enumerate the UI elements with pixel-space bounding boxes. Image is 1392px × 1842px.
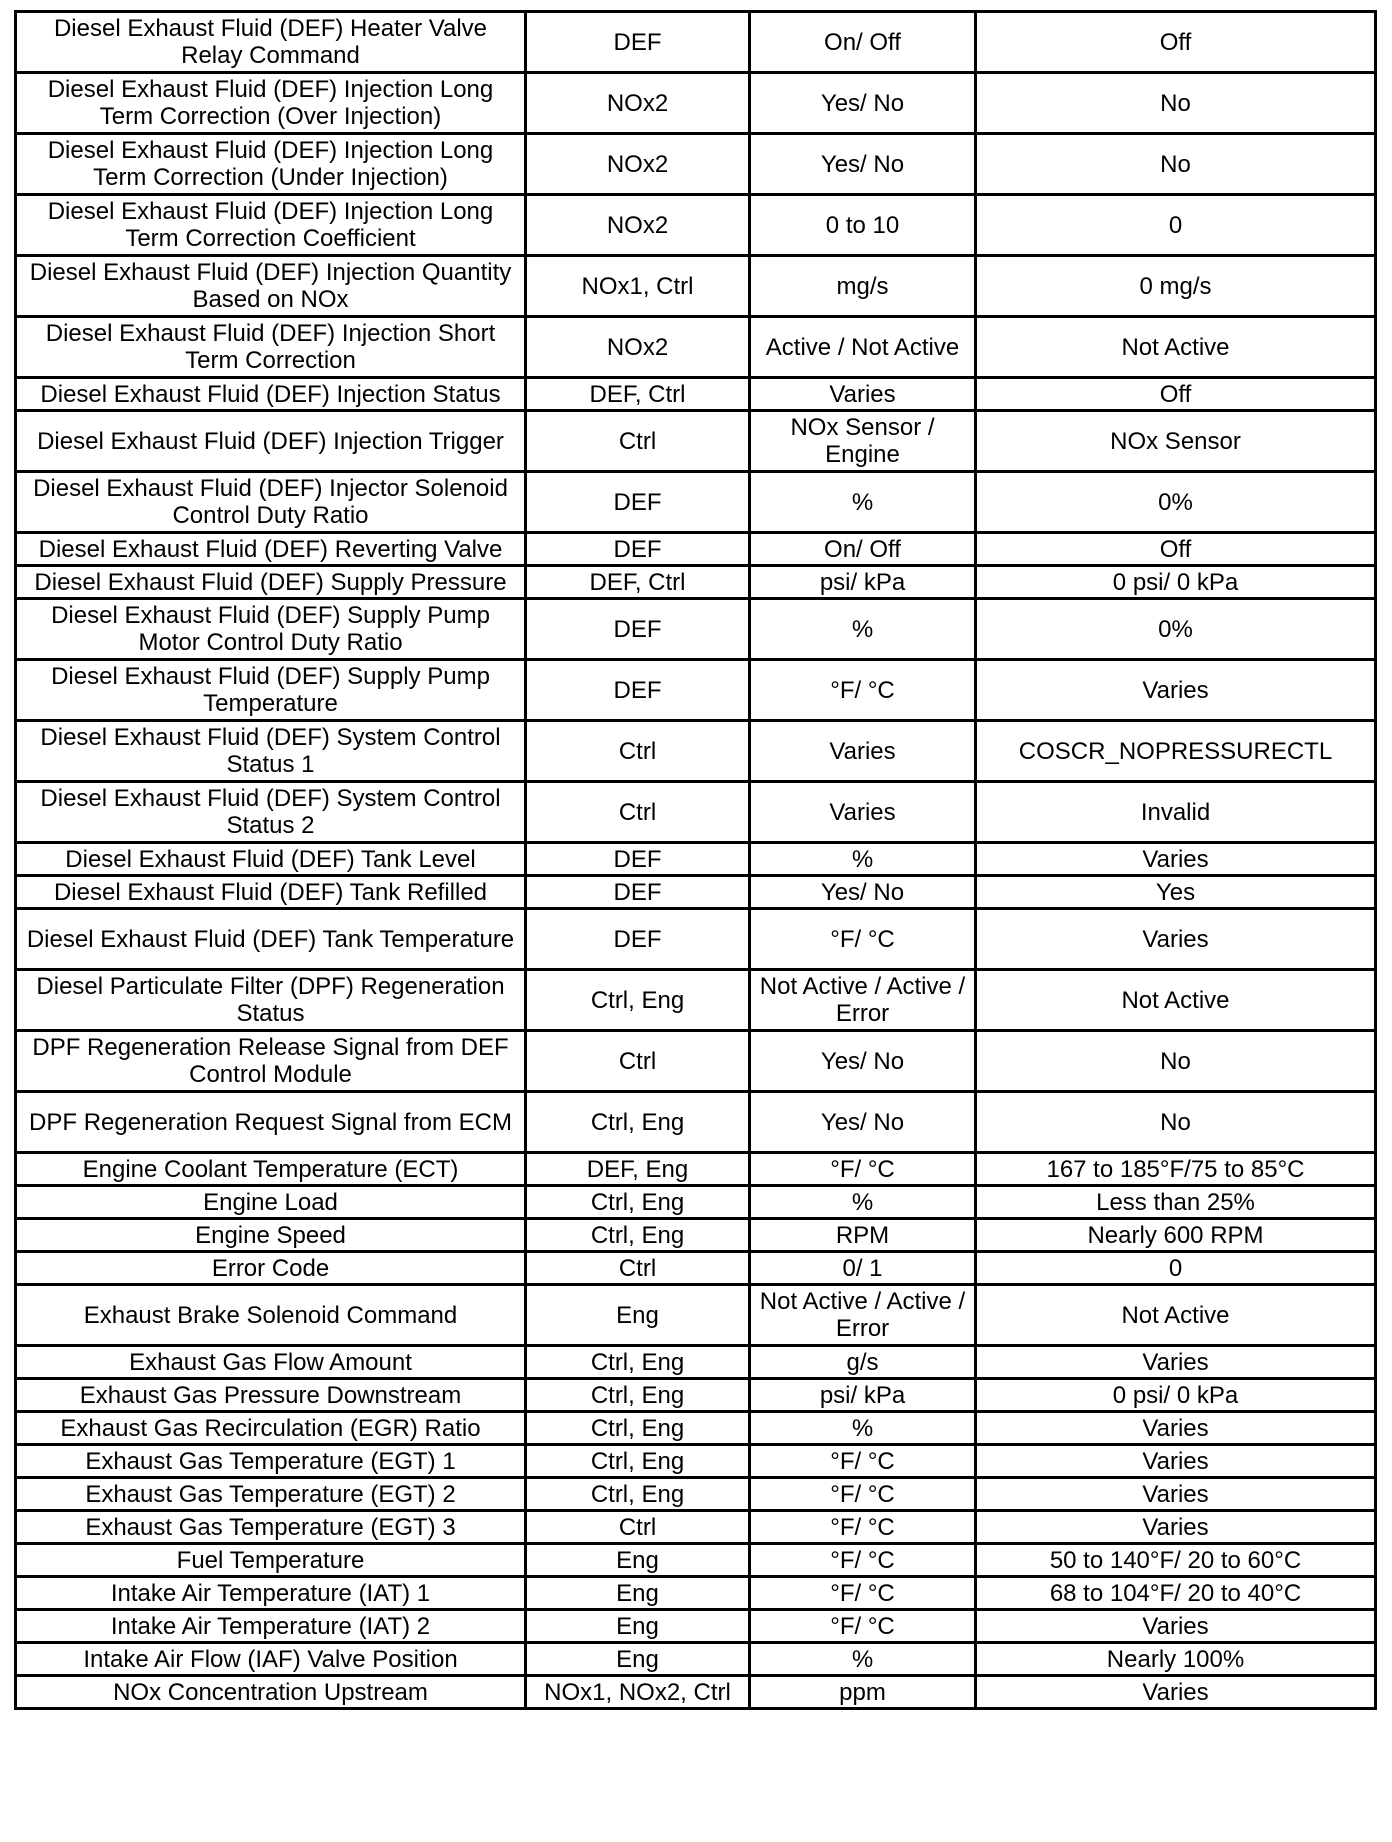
units-cell: °F/ °C: [750, 1577, 976, 1610]
table-row: [16, 12, 1376, 73]
parameter-cell: Diesel Exhaust Fluid (DEF) Injector Solenoid Control Duty Ratio: [16, 472, 526, 533]
typical-value-cell: Nearly 600 RPM: [976, 1219, 1376, 1252]
parameter-cell: Diesel Exhaust Fluid (DEF) Injection Short Term Correction: [16, 317, 526, 378]
units-cell: °F/ °C: [750, 1511, 976, 1544]
parameter-cell: Diesel Exhaust Fluid (DEF) Tank Temperature: [16, 909, 526, 970]
table-row: [16, 1092, 1376, 1153]
module-cell: Eng: [526, 1285, 750, 1346]
parameter-cell: Diesel Exhaust Fluid (DEF) Supply Pump Motor Control Duty Ratio: [16, 599, 526, 660]
typical-value-cell: No: [976, 1031, 1376, 1092]
parameter-cell: Intake Air Temperature (IAT) 2: [16, 1610, 526, 1643]
parameter-cell: Exhaust Gas Temperature (EGT) 2: [16, 1478, 526, 1511]
parameter-cell: Intake Air Temperature (IAT) 1: [16, 1577, 526, 1610]
parameter-cell: Fuel Temperature: [16, 1544, 526, 1577]
table-row: [16, 411, 1376, 472]
typical-value-cell: 68 to 104°F/ 20 to 40°C: [976, 1577, 1376, 1610]
typical-value-cell: 50 to 140°F/ 20 to 60°C: [976, 1544, 1376, 1577]
units-cell: %: [750, 1186, 976, 1219]
units-cell: °F/ °C: [750, 1610, 976, 1643]
table-body: [16, 12, 1376, 1709]
typical-value-cell: 0%: [976, 599, 1376, 660]
units-cell: ppm: [750, 1676, 976, 1709]
units-cell: °F/ °C: [750, 1445, 976, 1478]
module-cell: DEF, Ctrl: [526, 566, 750, 599]
module-cell: Ctrl, Eng: [526, 1379, 750, 1412]
table-row: [16, 1643, 1376, 1676]
typical-value-cell: Varies: [976, 1478, 1376, 1511]
table-row: [16, 970, 1376, 1031]
units-cell: Varies: [750, 721, 976, 782]
parameter-cell: Exhaust Brake Solenoid Command: [16, 1285, 526, 1346]
parameter-cell: NOx Concentration Upstream: [16, 1676, 526, 1709]
typical-value-cell: Varies: [976, 660, 1376, 721]
module-cell: DEF, Eng: [526, 1153, 750, 1186]
module-cell: DEF: [526, 12, 750, 73]
parameter-cell: Diesel Exhaust Fluid (DEF) Tank Level: [16, 843, 526, 876]
typical-value-cell: Varies: [976, 909, 1376, 970]
parameter-cell: Diesel Exhaust Fluid (DEF) Injection Long Term Correction (Over Injection): [16, 73, 526, 134]
parameter-cell: Diesel Exhaust Fluid (DEF) Tank Refilled: [16, 876, 526, 909]
module-cell: Ctrl, Eng: [526, 1219, 750, 1252]
table-row: [16, 1346, 1376, 1379]
typical-value-cell: 0 psi/ 0 kPa: [976, 1379, 1376, 1412]
table-row: [16, 1412, 1376, 1445]
units-cell: Varies: [750, 378, 976, 411]
parameter-cell: Exhaust Gas Recirculation (EGR) Ratio: [16, 1412, 526, 1445]
typical-value-cell: 0 mg/s: [976, 256, 1376, 317]
parameter-cell: Diesel Exhaust Fluid (DEF) Injection Status: [16, 378, 526, 411]
table-row: [16, 843, 1376, 876]
module-cell: NOx1, NOx2, Ctrl: [526, 1676, 750, 1709]
units-cell: mg/s: [750, 256, 976, 317]
typical-value-cell: NOx Sensor: [976, 411, 1376, 472]
typical-value-cell: 0 psi/ 0 kPa: [976, 566, 1376, 599]
units-cell: Not Active / Active / Error: [750, 1285, 976, 1346]
table-row: [16, 566, 1376, 599]
table-row: [16, 472, 1376, 533]
typical-value-cell: Varies: [976, 1610, 1376, 1643]
typical-value-cell: Off: [976, 378, 1376, 411]
module-cell: DEF: [526, 909, 750, 970]
table-row: [16, 256, 1376, 317]
typical-value-cell: No: [976, 134, 1376, 195]
module-cell: Ctrl: [526, 1031, 750, 1092]
units-cell: °F/ °C: [750, 909, 976, 970]
module-cell: Ctrl, Eng: [526, 1445, 750, 1478]
table-row: [16, 1379, 1376, 1412]
parameter-cell: Exhaust Gas Pressure Downstream: [16, 1379, 526, 1412]
typical-value-cell: Not Active: [976, 970, 1376, 1031]
typical-value-cell: 0%: [976, 472, 1376, 533]
units-cell: Yes/ No: [750, 73, 976, 134]
module-cell: NOx2: [526, 134, 750, 195]
module-cell: DEF, Ctrl: [526, 378, 750, 411]
module-cell: NOx1, Ctrl: [526, 256, 750, 317]
typical-value-cell: 0: [976, 1252, 1376, 1285]
module-cell: Ctrl: [526, 1511, 750, 1544]
parameter-cell: Engine Load: [16, 1186, 526, 1219]
typical-value-cell: COSCR_NOPRESSURECTL: [976, 721, 1376, 782]
table-row: [16, 782, 1376, 843]
module-cell: DEF: [526, 660, 750, 721]
parameter-cell: Exhaust Gas Temperature (EGT) 1: [16, 1445, 526, 1478]
units-cell: 0/ 1: [750, 1252, 976, 1285]
parameter-cell: Intake Air Flow (IAF) Valve Position: [16, 1643, 526, 1676]
parameter-cell: Diesel Exhaust Fluid (DEF) Supply Pressure: [16, 566, 526, 599]
units-cell: psi/ kPa: [750, 1379, 976, 1412]
parameter-cell: Diesel Exhaust Fluid (DEF) Injection Long Term Correction (Under Injection): [16, 134, 526, 195]
table-row: [16, 73, 1376, 134]
units-cell: %: [750, 599, 976, 660]
typical-value-cell: Off: [976, 12, 1376, 73]
units-cell: %: [750, 843, 976, 876]
typical-value-cell: Varies: [976, 1676, 1376, 1709]
units-cell: Yes/ No: [750, 1031, 976, 1092]
table-row: [16, 317, 1376, 378]
parameter-cell: Engine Speed: [16, 1219, 526, 1252]
typical-value-cell: Varies: [976, 1412, 1376, 1445]
units-cell: °F/ °C: [750, 1153, 976, 1186]
table-row: [16, 721, 1376, 782]
parameter-cell: Diesel Exhaust Fluid (DEF) Heater Valve Relay Command: [16, 12, 526, 73]
table-row: [16, 533, 1376, 566]
units-cell: °F/ °C: [750, 1478, 976, 1511]
typical-value-cell: 0: [976, 195, 1376, 256]
units-cell: %: [750, 1643, 976, 1676]
table-row: [16, 1285, 1376, 1346]
units-cell: RPM: [750, 1219, 976, 1252]
module-cell: Ctrl: [526, 721, 750, 782]
module-cell: Ctrl, Eng: [526, 1478, 750, 1511]
module-cell: DEF: [526, 533, 750, 566]
parameter-cell: DPF Regeneration Request Signal from ECM: [16, 1092, 526, 1153]
typical-value-cell: Varies: [976, 1511, 1376, 1544]
module-cell: NOx2: [526, 317, 750, 378]
table-row: [16, 599, 1376, 660]
typical-value-cell: No: [976, 73, 1376, 134]
table-row: [16, 1544, 1376, 1577]
parameter-cell: Engine Coolant Temperature (ECT): [16, 1153, 526, 1186]
parameter-cell: Diesel Exhaust Fluid (DEF) Reverting Valve: [16, 533, 526, 566]
units-cell: Yes/ No: [750, 1092, 976, 1153]
typical-value-cell: Invalid: [976, 782, 1376, 843]
typical-value-cell: Varies: [976, 1445, 1376, 1478]
table-row: [16, 1031, 1376, 1092]
typical-value-cell: Not Active: [976, 1285, 1376, 1346]
module-cell: Eng: [526, 1577, 750, 1610]
units-cell: Varies: [750, 782, 976, 843]
module-cell: DEF: [526, 843, 750, 876]
parameter-cell: Diesel Particulate Filter (DPF) Regeneration Status: [16, 970, 526, 1031]
module-cell: NOx2: [526, 195, 750, 256]
table-row: [16, 660, 1376, 721]
units-cell: °F/ °C: [750, 1544, 976, 1577]
typical-value-cell: Less than 25%: [976, 1186, 1376, 1219]
table-row: [16, 1219, 1376, 1252]
units-cell: On/ Off: [750, 533, 976, 566]
table-row: [16, 1186, 1376, 1219]
table-row: [16, 1445, 1376, 1478]
table-row: [16, 1478, 1376, 1511]
table-row: [16, 134, 1376, 195]
typical-value-cell: Nearly 100%: [976, 1643, 1376, 1676]
units-cell: On/ Off: [750, 12, 976, 73]
table-row: [16, 1577, 1376, 1610]
typical-value-cell: Off: [976, 533, 1376, 566]
units-cell: Not Active / Active / Error: [750, 970, 976, 1031]
units-cell: Yes/ No: [750, 876, 976, 909]
table-row: [16, 876, 1376, 909]
parameter-cell: Exhaust Gas Temperature (EGT) 3: [16, 1511, 526, 1544]
typical-value-cell: Varies: [976, 843, 1376, 876]
module-cell: Ctrl, Eng: [526, 1186, 750, 1219]
table-row: [16, 1610, 1376, 1643]
module-cell: Ctrl, Eng: [526, 970, 750, 1031]
parameter-cell: Error Code: [16, 1252, 526, 1285]
parameter-cell: Diesel Exhaust Fluid (DEF) Supply Pump Temperature: [16, 660, 526, 721]
parameter-cell: Diesel Exhaust Fluid (DEF) Injection Quantity Based on NOx: [16, 256, 526, 317]
module-cell: DEF: [526, 599, 750, 660]
module-cell: DEF: [526, 876, 750, 909]
parameter-cell: Diesel Exhaust Fluid (DEF) System Control Status 2: [16, 782, 526, 843]
module-cell: Ctrl, Eng: [526, 1346, 750, 1379]
units-cell: NOx Sensor / Engine: [750, 411, 976, 472]
units-cell: g/s: [750, 1346, 976, 1379]
typical-value-cell: Not Active: [976, 317, 1376, 378]
module-cell: NOx2: [526, 73, 750, 134]
units-cell: °F/ °C: [750, 660, 976, 721]
parameter-cell: Diesel Exhaust Fluid (DEF) System Control Status 1: [16, 721, 526, 782]
units-cell: psi/ kPa: [750, 566, 976, 599]
module-cell: Ctrl: [526, 1252, 750, 1285]
module-cell: Ctrl, Eng: [526, 1412, 750, 1445]
units-cell: %: [750, 1412, 976, 1445]
module-cell: Ctrl: [526, 411, 750, 472]
module-cell: Eng: [526, 1544, 750, 1577]
table-row: [16, 909, 1376, 970]
units-cell: %: [750, 472, 976, 533]
table-row: [16, 1153, 1376, 1186]
parameter-cell: DPF Regeneration Release Signal from DEF Control Module: [16, 1031, 526, 1092]
typical-value-cell: 167 to 185°F/75 to 85°C: [976, 1153, 1376, 1186]
module-cell: Ctrl, Eng: [526, 1092, 750, 1153]
module-cell: DEF: [526, 472, 750, 533]
units-cell: 0 to 10: [750, 195, 976, 256]
typical-value-cell: Varies: [976, 1346, 1376, 1379]
table-row: [16, 195, 1376, 256]
table-row: [16, 1252, 1376, 1285]
parameter-cell: Diesel Exhaust Fluid (DEF) Injection Trigger: [16, 411, 526, 472]
table-row: [16, 1511, 1376, 1544]
table-row: [16, 378, 1376, 411]
parameter-table: [14, 10, 1377, 1710]
parameter-cell: Diesel Exhaust Fluid (DEF) Injection Long Term Correction Coefficient: [16, 195, 526, 256]
module-cell: Eng: [526, 1643, 750, 1676]
units-cell: Active / Not Active: [750, 317, 976, 378]
table-row: [16, 1676, 1376, 1709]
parameter-cell: Exhaust Gas Flow Amount: [16, 1346, 526, 1379]
module-cell: Ctrl: [526, 782, 750, 843]
typical-value-cell: No: [976, 1092, 1376, 1153]
module-cell: Eng: [526, 1610, 750, 1643]
typical-value-cell: Yes: [976, 876, 1376, 909]
units-cell: Yes/ No: [750, 134, 976, 195]
